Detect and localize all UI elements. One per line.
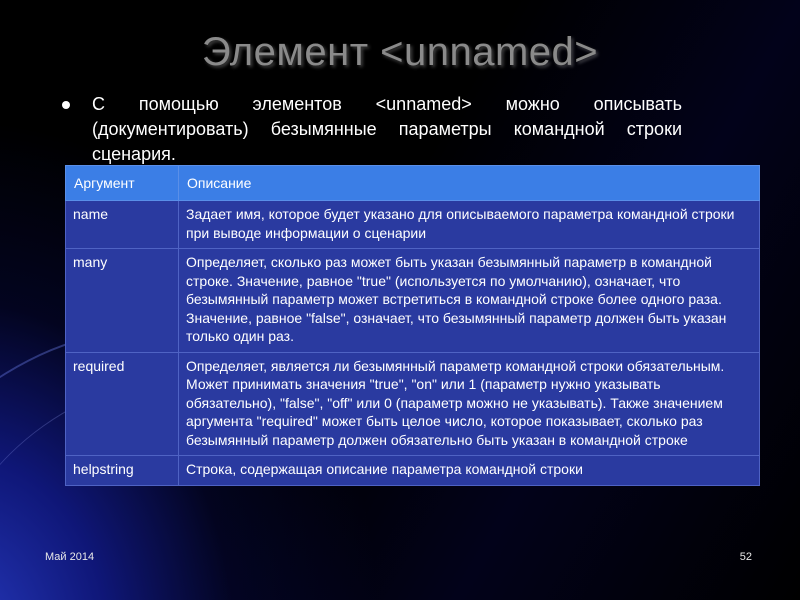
arguments-table xyxy=(65,165,760,486)
description-cell: Задает имя, которое будет указано для описываемого параметра командной строки при выводе информации о сценарии xyxy=(179,201,760,249)
argument-cell: required xyxy=(66,352,179,456)
description-cell: Определяет, сколько раз может быть указан безымянный параметр в командной строке. Значение, равное "true" (используется по умолчанию), означает, что безымянный параметр может встретиться в командной строке более одного раза. Значение, равное "false", означает, что безымянный параметр должен быть указан только один раз. xyxy=(179,249,760,353)
slide-title: Элемент <unnamed> xyxy=(201,30,599,74)
bullet-text: С помощью элементов <unnamed> можно описывать (документировать) безымянные параметры командной строки сценария. xyxy=(92,94,682,164)
argument-cell: many xyxy=(66,249,179,353)
header-description: Описание xyxy=(179,166,760,201)
table-row xyxy=(66,201,760,249)
footer-date: Май 2014 xyxy=(45,551,95,563)
table-header-row xyxy=(66,166,760,201)
bullet-dot-icon xyxy=(62,101,70,109)
argument-cell: name xyxy=(66,201,179,249)
table-row xyxy=(66,352,760,456)
bullet-point xyxy=(62,92,682,167)
page-number: 52 xyxy=(739,551,752,563)
argument-cell: helpstring xyxy=(66,456,179,486)
header-argument: Аргумент xyxy=(66,166,179,201)
table-row xyxy=(66,249,760,353)
description-cell: Строка, содержащая описание параметра командной строки xyxy=(179,456,760,486)
description-cell: Определяет, является ли безымянный параметр командной строки обязательным. Может принимать значения "true", "on" или 1 (параметр нужно указывать обязательно), "false", "off" или 0 (параметр можно не указывать). Также значением аргумента "required" может быть целое число, которое показывает, сколько раз безымянный параметр должен обязательно быть указан в командной строке xyxy=(179,352,760,456)
table-row xyxy=(66,456,760,486)
